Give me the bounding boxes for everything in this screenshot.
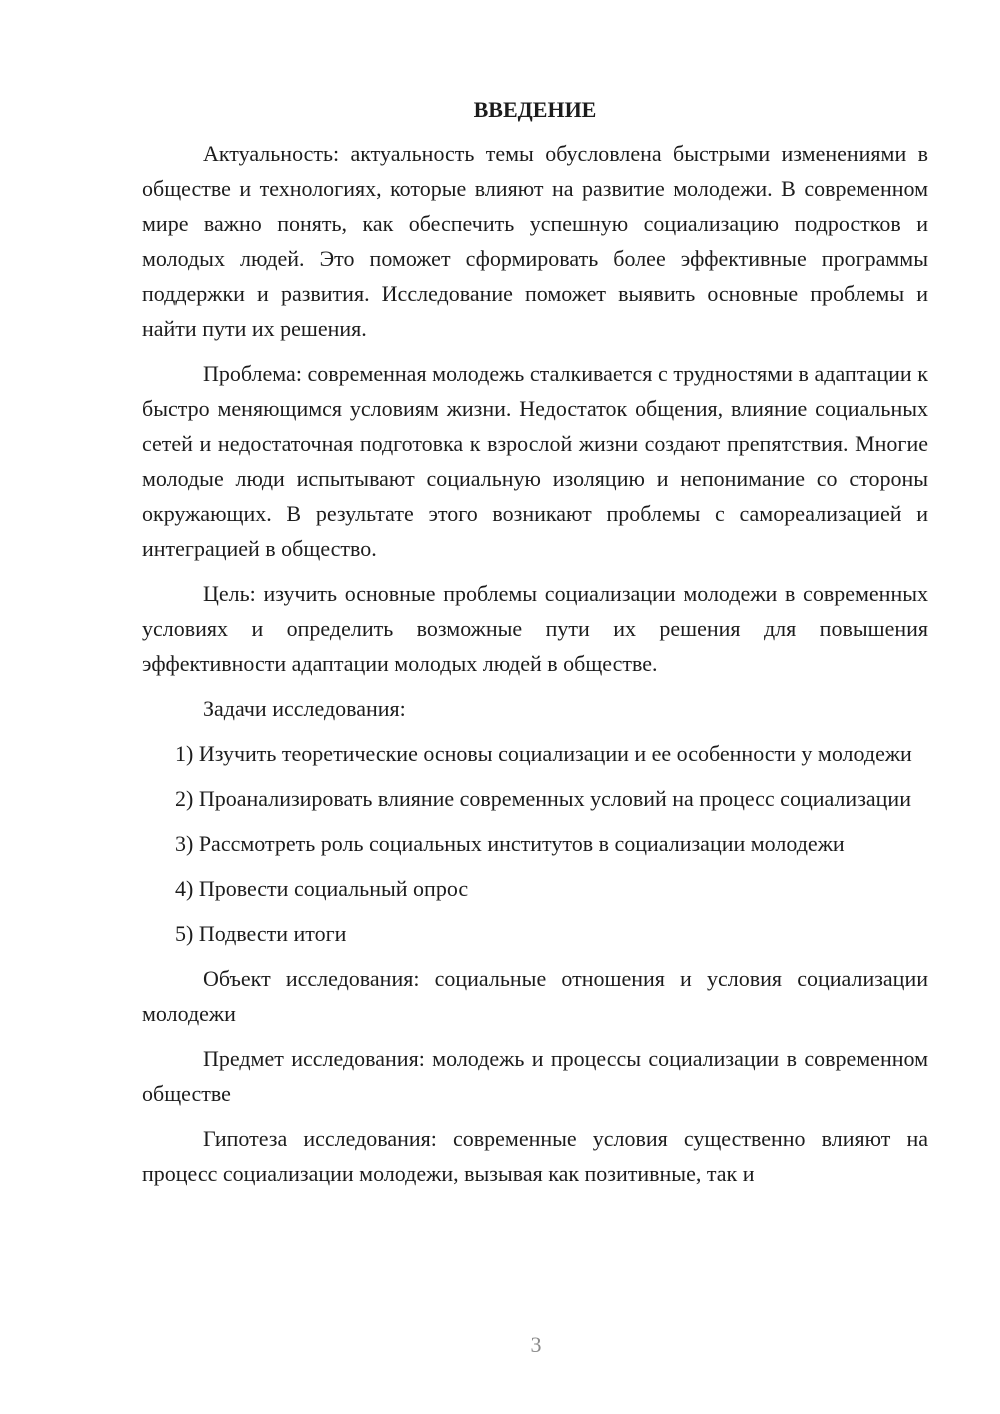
paragraph-problem: Проблема: современная молодежь сталкивается с трудностями в адаптации к быстро меняющимся условиям жизни. Недостаток общения, влияние социальных сетей и недостаточная подготовка к взрослой жизни создают препятствия. Многие молодые люди испытывают социальную изоляцию и непонимание со стороны окружающих. В результате этого возникают проблемы с самореализацией и интеграцией в общество. xyxy=(142,361,928,561)
paragraph-subject: Предмет исследования: молодежь и процессы социализации в современном обществе xyxy=(142,1046,928,1106)
task-item-5: 5) Подвести итоги xyxy=(175,921,347,946)
page-title: ВВЕДЕНИЕ xyxy=(473,97,597,122)
paragraph-goal: Цель: изучить основные проблемы социализации молодежи в современных условиях и определить возможные пути их решения для повышения эффективности адаптации молодых людей в обществе. xyxy=(142,581,928,676)
task-item-2: 2) Проанализировать влияние современных условий на процесс социализации xyxy=(175,786,911,811)
task-item-1: 1) Изучить теоретические основы социализации и ее особенности у молодежи xyxy=(175,741,912,766)
document-page xyxy=(142,92,928,1201)
paragraph-relevance: Актуальность: актуальность темы обусловлена быстрыми изменениями в обществе и технологиях, которые влияют на развитие молодежи. В современном мире важно понять, как обеспечить успешную социализацию подростков и молодых людей. Это поможет сформировать более эффективные программы поддержки и развития. Исследование поможет выявить основные проблемы и найти пути их решения. xyxy=(142,141,928,341)
paragraph-tasks-heading: Задачи исследования: xyxy=(203,696,406,721)
paragraph-object: Объект исследования: социальные отношения и условия социализации молодежи xyxy=(142,966,928,1026)
task-item-4: 4) Провести социальный опрос xyxy=(175,876,469,901)
task-item-3: 3) Рассмотреть роль социальных институтов в социализации молодежи xyxy=(175,831,845,856)
paragraph-hypothesis: Гипотеза исследования: современные условия существенно влияют на процесс социализации молодежи, вызывая как позитивные, так и xyxy=(142,1126,928,1186)
page-number: 3 xyxy=(530,1332,542,1357)
